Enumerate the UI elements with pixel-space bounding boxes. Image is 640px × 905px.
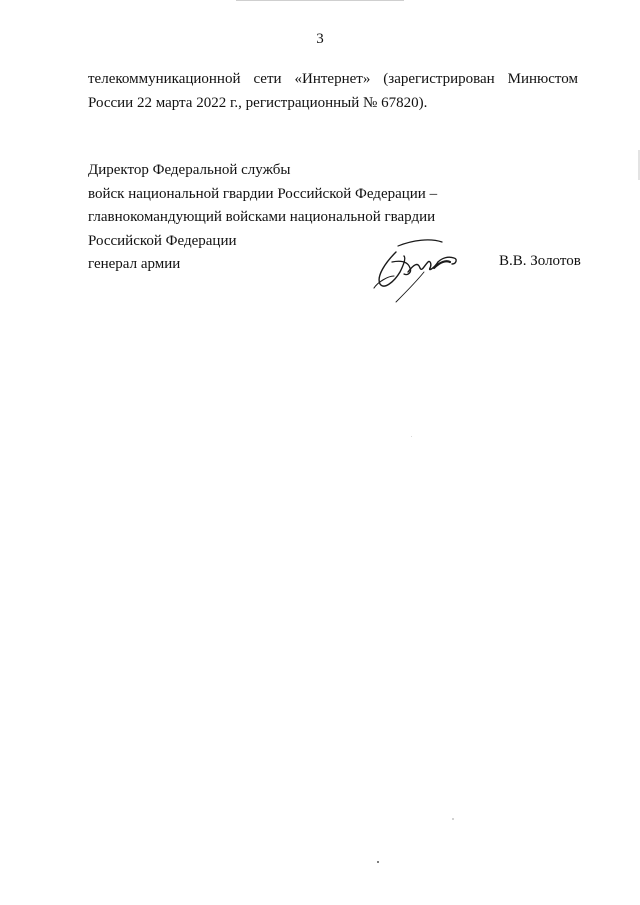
scan-edge-top — [236, 0, 404, 1]
scan-speck — [377, 861, 379, 863]
position-line: Российской Федерации — [88, 232, 237, 249]
body-paragraph — [88, 67, 578, 115]
paragraph-line-text: телекоммуникационной сети «Интернет» (зарегистрирован Минюстом — [88, 71, 578, 87]
paragraph-line — [88, 67, 578, 91]
position-line: войск национальной гвардии Российской Федерации – — [88, 185, 438, 202]
handwritten-signature-icon — [368, 232, 468, 304]
scan-speck — [411, 436, 412, 437]
position-line: главнокомандующий войсками национальной гвардии — [88, 209, 436, 225]
position-line: Директор Федеральной службы — [88, 162, 291, 178]
signer-name: В.В. Золотов — [499, 253, 581, 269]
scan-speck — [452, 818, 454, 820]
page-number: 3 — [316, 31, 324, 47]
paragraph-line: России 22 марта 2022 г., регистрационный № 67820). — [88, 95, 428, 111]
position-line: генерал армии — [88, 256, 181, 272]
